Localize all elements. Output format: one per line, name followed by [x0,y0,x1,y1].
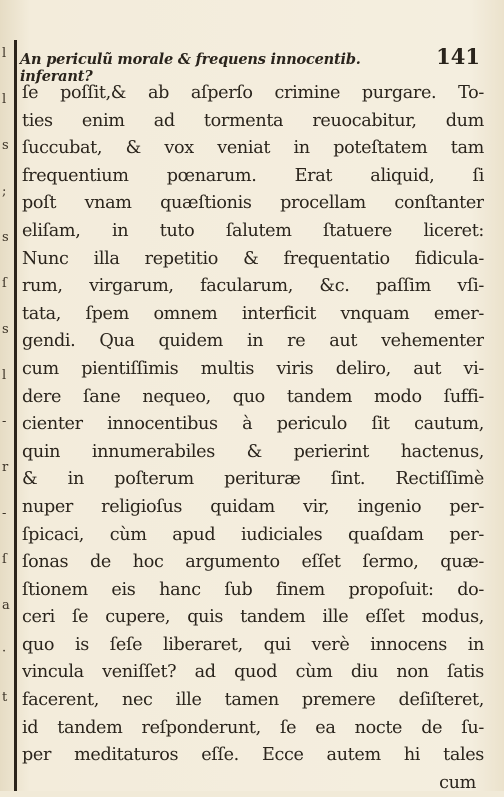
margin-mark: r [2,460,9,475]
text-line: rum, virgarum, facularum, &c. paſſim vſi- [22,276,484,297]
text-line: & in poſterum perituræ ſint. Rectiſſimè [22,469,484,490]
margin-mark: l [2,368,7,383]
text-line: ceri ſe cupere, quis tandem ille eſſet modus, [22,607,484,628]
text-line: facerent, nec ille tamen premere deſiſteret, [22,690,484,711]
text-line: per meditaturos eſſe. Ecce autem hi tales [22,745,484,766]
margin-mark: s [2,138,9,153]
margin-mark: · [2,644,7,659]
text-line: gendi. Qua quidem in re aut vehementer [22,331,484,352]
text-line: ſpicaci, cùm apud iudiciales quaſdam per- [22,524,484,545]
catchword: cum [439,772,476,793]
margin-mark: - [2,414,7,429]
text-line: ſonas de hoc argumento eſſet ſermo, quæ- [22,552,484,573]
text-line: tata, ſpem omnem interficit vnquam emer- [22,303,484,324]
text-line: id tandem reſponderunt, ſe ea nocte de ſu- [22,717,484,738]
margin-mark: l [2,46,7,61]
running-title: An periculũ morale & frequens innocentib. inferant? [20,51,361,85]
text-line: cienter innocentibus à periculo ſit cautum, [22,414,484,435]
text-line: frequentium pœnarum. Erat aliquid, ſi [22,165,484,186]
text-line: ſtionem eis hanc ſub finem propoſuit: do- [22,579,484,600]
margin-mark: ſ [2,276,7,291]
margin-mark: s [2,322,9,337]
margin-mark: s [2,230,9,245]
text-line: ſe poſſit,& ab aſperſo crimine purgare. To- [22,83,484,103]
page-number: 141 [436,44,480,69]
margin-mark: t [2,690,8,705]
text-line: quo is ſeſe liberaret, qui verè innocens in [22,634,484,655]
gutter-rule [14,40,17,791]
text-line: dere ſane nequeo, quo tandem modo ſuffi- [22,386,484,407]
margin-mark: a [2,598,10,613]
text-line: ties enim ad tormenta reuocabitur, dum [22,110,484,131]
margin-marks [0,40,12,780]
text-line: Nunc illa repetitio & frequentatio fidicula- [22,248,484,269]
running-head [20,44,480,85]
margin-mark: ; [2,184,7,199]
text-line: poſt vnam quæſtionis procellam conſtanter [22,193,484,214]
body-text [22,80,484,797]
text-line: quin innumerabiles & perierint hactenus, [22,441,484,462]
margin-mark: - [2,506,7,521]
text-line: vincula veniſſet? ad quod cùm diu non ſatis [22,662,484,683]
text-line: cum pientiſſimis multis viris deliro, aut vi- [22,358,484,379]
text-line: eliſam, in tuto ſalutem ſtatuere liceret: [22,220,484,241]
margin-mark: ſ [2,552,7,567]
margin-mark: l [2,92,7,107]
text-line: nuper religioſus quidam vir, ingenio per- [22,496,484,517]
text-line: ſuccubat, & vox veniat in poteſtatem tam [22,138,484,159]
